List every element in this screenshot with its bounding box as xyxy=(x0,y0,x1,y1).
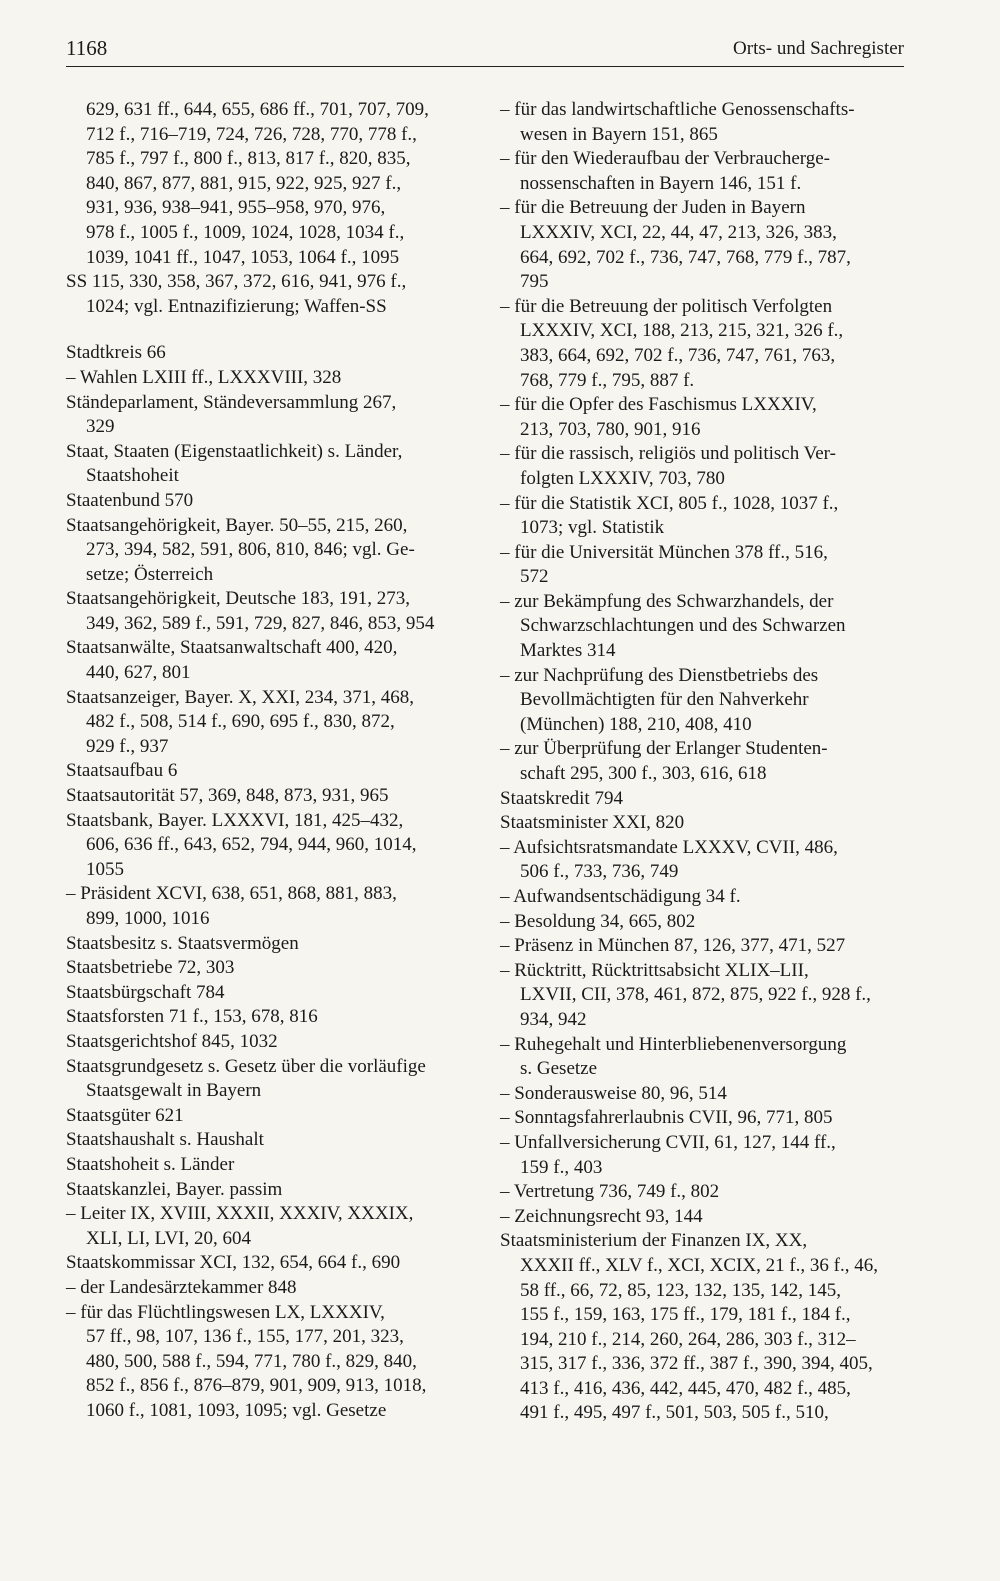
index-entry: Staat, Staaten (Eigenstaatlichkeit) s. Länder, xyxy=(66,440,403,462)
index-subentry: – für die Betreuung der politisch Verfolgten xyxy=(500,295,833,317)
index-entry-continuation: XXXII ff., XLV f., XCI, XCIX, 21 f., 36 f., 46, xyxy=(520,1254,878,1276)
index-entry-continuation: 491 f., 495, 497 f., 501, 503, 505 f., 510, xyxy=(520,1402,829,1424)
index-entry-continuation: 213, 703, 780, 901, 916 xyxy=(520,418,701,440)
index-entry-continuation: 1073; vgl. Statistik xyxy=(520,517,665,539)
index-subentry: – für die rassisch, religiös und politisch Ver- xyxy=(500,443,836,465)
index-entry-continuation: 840, 867, 877, 881, 915, 922, 925, 927 f., xyxy=(86,172,402,194)
index-entry-continuation: Bevollmächtigten für den Nahverkehr xyxy=(520,689,809,711)
index-entry: Staatsautorität 57, 369, 848, 873, 931, 965 xyxy=(66,785,389,807)
index-entry-continuation: 712 f., 716–719, 724, 726, 728, 770, 778 f., xyxy=(86,123,417,145)
index-entry-continuation: 383, 664, 692, 702 f., 736, 747, 761, 763, xyxy=(520,344,836,366)
index-entry: Staatsangehörigkeit, Bayer. 50–55, 215, 260, xyxy=(66,514,408,536)
index-entry-continuation: nossenschaften in Bayern 146, 151 f. xyxy=(520,172,802,194)
index-entry: Staatsgerichtshof 845, 1032 xyxy=(66,1030,278,1052)
index-entry-continuation: folgten LXXXIV, 703, 780 xyxy=(520,467,725,489)
index-entry-continuation: 349, 362, 589 f., 591, 729, 827, 846, 853, 954 xyxy=(86,612,435,634)
index-entry-continuation: schaft 295, 300 f., 303, 616, 618 xyxy=(520,763,767,785)
index-subentry: – zur Überprüfung der Erlanger Studenten- xyxy=(500,738,828,760)
index-entry: Staatsaufbau 6 xyxy=(66,760,178,782)
index-entry-continuation: 852 f., 856 f., 876–879, 901, 909, 913, 1018, xyxy=(86,1375,427,1397)
index-entry-continuation: 934, 942 xyxy=(520,1008,587,1030)
index-entry-continuation: Staatshoheit xyxy=(86,465,179,487)
index-entry-continuation: 785 f., 797 f., 800 f., 813, 817 f., 820, 835, xyxy=(86,148,411,170)
index-entry-continuation: (München) 188, 210, 408, 410 xyxy=(520,713,752,735)
index-subentry: – Unfallversicherung CVII, 61, 127, 144 ff., xyxy=(500,1131,836,1153)
index-entry-continuation: 159 f., 403 xyxy=(520,1156,603,1178)
index-entry-continuation: s. Gesetze xyxy=(520,1058,598,1080)
index-entry: Staatsbesitz s. Staatsvermögen xyxy=(66,932,299,954)
index-entry: Staatsgrundgesetz s. Gesetz über die vorläufige xyxy=(66,1055,426,1077)
index-entry: Staatsministerium der Finanzen IX, XX, xyxy=(500,1230,808,1252)
index-entry-continuation: 929 f., 937 xyxy=(86,735,169,757)
index-entry-continuation: 315, 317 f., 336, 372 ff., 387 f., 390, 394, 405, xyxy=(520,1353,873,1375)
index-entry-continuation: LXXXIV, XCI, 22, 44, 47, 213, 326, 383, xyxy=(520,221,837,243)
index-subentry: – Sonderausweise 80, 96, 514 xyxy=(500,1082,727,1104)
index-entry-continuation: LXVII, CII, 378, 461, 872, 875, 922 f., 928 f., xyxy=(520,984,871,1006)
index-column-right xyxy=(500,98,904,1426)
index-column-left xyxy=(66,98,468,1423)
index-subentry: – für die Statistik XCI, 805 f., 1028, 1037 f., xyxy=(500,492,839,514)
index-entry-continuation: 1039, 1041 ff., 1047, 1053, 1064 f., 1095 xyxy=(86,246,400,268)
index-subentry: – für die Betreuung der Juden in Bayern xyxy=(500,197,806,219)
index-subentry: – Rücktritt, Rücktrittsabsicht XLIX–LII, xyxy=(500,959,809,981)
index-entry-continuation: 768, 779 f., 795, 887 f. xyxy=(520,369,695,391)
index-entry-continuation: Schwarzschlachtungen und des Schwarzen xyxy=(520,615,846,637)
index-entry-continuation: LXXXIV, XCI, 188, 213, 215, 321, 326 f., xyxy=(520,320,844,342)
index-entry: Staatshaushalt s. Haushalt xyxy=(66,1129,264,1151)
index-subentry: – zur Bekämpfung des Schwarzhandels, der xyxy=(500,590,834,612)
running-title: Orts- und Sachregister xyxy=(733,38,904,59)
index-entry: Staatshoheit s. Länder xyxy=(66,1153,235,1175)
index-subentry: – Wahlen LXIII ff., LXXXVIII, 328 xyxy=(66,366,342,388)
index-entry-continuation: 664, 692, 702 f., 736, 747, 768, 779 f., 787, xyxy=(520,246,851,268)
index-entry-continuation: 1024; vgl. Entnazifizierung; Waffen-SS xyxy=(86,295,387,317)
index-entry: Staatskredit 794 xyxy=(500,787,623,809)
index-subentry: – Sonntagsfahrerlaubnis CVII, 96, 771, 805 xyxy=(500,1107,833,1129)
index-entry: Stadtkreis 66 xyxy=(66,342,166,364)
index-entry: Staatenbund 570 xyxy=(66,489,194,511)
index-subentry: – für den Wiederaufbau der Verbraucherge- xyxy=(500,148,830,170)
index-entry-continuation: 606, 636 ff., 643, 652, 794, 944, 960, 1014, xyxy=(86,834,417,856)
index-subentry: – Präsident XCVI, 638, 651, 868, 881, 883, xyxy=(66,883,397,905)
index-entry: Ständeparlament, Ständeversammlung 267, xyxy=(66,391,397,413)
index-entry-continuation: 480, 500, 588 f., 594, 771, 780 f., 829, 840, xyxy=(86,1350,417,1372)
index-entry-continuation: 194, 210 f., 214, 260, 264, 286, 303 f., 312– xyxy=(520,1328,856,1350)
index-subentry: – Ruhegehalt und Hinterbliebenenversorgung xyxy=(500,1033,847,1055)
index-entry-continuation: 978 f., 1005 f., 1009, 1024, 1028, 1034 f., xyxy=(86,221,405,243)
index-subentry: – für die Opfer des Faschismus LXXXIV, xyxy=(500,394,817,416)
index-entry: Staatskanzlei, Bayer. passim xyxy=(66,1178,283,1200)
index-entry: SS 115, 330, 358, 367, 372, 616, 941, 976 f., xyxy=(66,271,407,293)
index-entry-continuation: Staatsgewalt in Bayern xyxy=(86,1080,262,1102)
index-subentry: – Aufsichtsratsmandate LXXXV, CVII, 486, xyxy=(500,836,838,858)
index-entry-continuation: 931, 936, 938–941, 955–958, 970, 976, xyxy=(86,197,386,219)
index-entry-continuation: 413 f., 416, 436, 442, 445, 470, 482 f., 485, xyxy=(520,1377,851,1399)
index-entry-continuation: 155 f., 159, 163, 175 ff., 179, 181 f., 184 f., xyxy=(520,1304,851,1326)
index-entry-continuation: 1055 xyxy=(86,858,124,880)
index-subentry: – der Landesärztekammer 848 xyxy=(66,1276,297,1298)
index-entry: Staatsforsten 71 f., 153, 678, 816 xyxy=(66,1006,318,1028)
index-entry-continuation: 572 xyxy=(520,566,549,588)
index-entry-continuation: XLI, LI, LVI, 20, 604 xyxy=(86,1227,251,1249)
index-entry-continuation: 57 ff., 98, 107, 136 f., 155, 177, 201, 323, xyxy=(86,1326,404,1348)
index-subentry: – Präsenz in München 87, 126, 377, 471, 527 xyxy=(500,935,846,957)
index-entry-continuation: 1060 f., 1081, 1093, 1095; vgl. Gesetze xyxy=(86,1399,387,1421)
index-entry-continuation: 506 f., 733, 736, 749 xyxy=(520,861,679,883)
index-subentry: – für die Universität München 378 ff., 516, xyxy=(500,541,828,563)
index-entry-continuation: 899, 1000, 1016 xyxy=(86,908,210,929)
page-header xyxy=(66,36,904,67)
index-entry-continuation: 440, 627, 801 xyxy=(86,662,191,684)
index-entry-continuation: Marktes 314 xyxy=(520,640,616,662)
index-subentry: – Leiter IX, XVIII, XXXII, XXXIV, XXXIX, xyxy=(66,1203,414,1225)
index-subentry: – für das landwirtschaftliche Genossenschafts- xyxy=(500,99,855,120)
index-entry: Staatsgüter 621 xyxy=(66,1104,184,1126)
index-entry: Staatsbürgschaft 784 xyxy=(66,981,225,1003)
index-entry: Staatsangehörigkeit, Deutsche 183, 191, 273, xyxy=(66,588,411,610)
index-entry: Staatsbetriebe 72, 303 xyxy=(66,957,235,979)
index-entry-continuation: 629, 631 ff., 644, 655, 686 ff., 701, 707, 709, xyxy=(86,99,429,120)
index-entry: Staatsminister XXI, 820 xyxy=(500,812,685,834)
index-entry-continuation: 482 f., 508, 514 f., 690, 695 f., 830, 872, xyxy=(86,711,395,733)
index-entry-continuation: 273, 394, 582, 591, 806, 810, 846; vgl. Ge- xyxy=(86,539,415,561)
index-entry-continuation: 58 ff., 66, 72, 85, 123, 132, 135, 142, 145, xyxy=(520,1279,842,1301)
index-entry: Staatsbank, Bayer. LXXXVI, 181, 425–432, xyxy=(66,809,404,831)
index-entry-continuation: 795 xyxy=(520,271,549,293)
index-entry: Staatskommissar XCI, 132, 654, 664 f., 690 xyxy=(66,1252,401,1274)
index-entry-continuation: 329 xyxy=(86,416,115,438)
index-subentry: – Vertretung 736, 749 f., 802 xyxy=(500,1181,720,1203)
page-number: 1168 xyxy=(66,36,108,60)
index-entry: Staatsanzeiger, Bayer. X, XXI, 234, 371, 468, xyxy=(66,686,415,708)
index-subentry: – Zeichnungsrecht 93, 144 xyxy=(500,1205,703,1227)
index-subentry: – Besoldung 34, 665, 802 xyxy=(500,910,696,932)
index-subentry: – Aufwandsentschädigung 34 f. xyxy=(500,886,741,907)
index-entry: Staatsanwälte, Staatsanwaltschaft 400, 420, xyxy=(66,637,398,659)
index-entry-continuation: setze; Österreich xyxy=(86,563,214,585)
index-subentry: – zur Nachprüfung des Dienstbetriebs des xyxy=(500,664,819,686)
index-entry-continuation: wesen in Bayern 151, 865 xyxy=(520,123,718,145)
index-subentry: – für das Flüchtlingswesen LX, LXXXIV, xyxy=(66,1301,385,1323)
entry-gap xyxy=(66,319,468,341)
